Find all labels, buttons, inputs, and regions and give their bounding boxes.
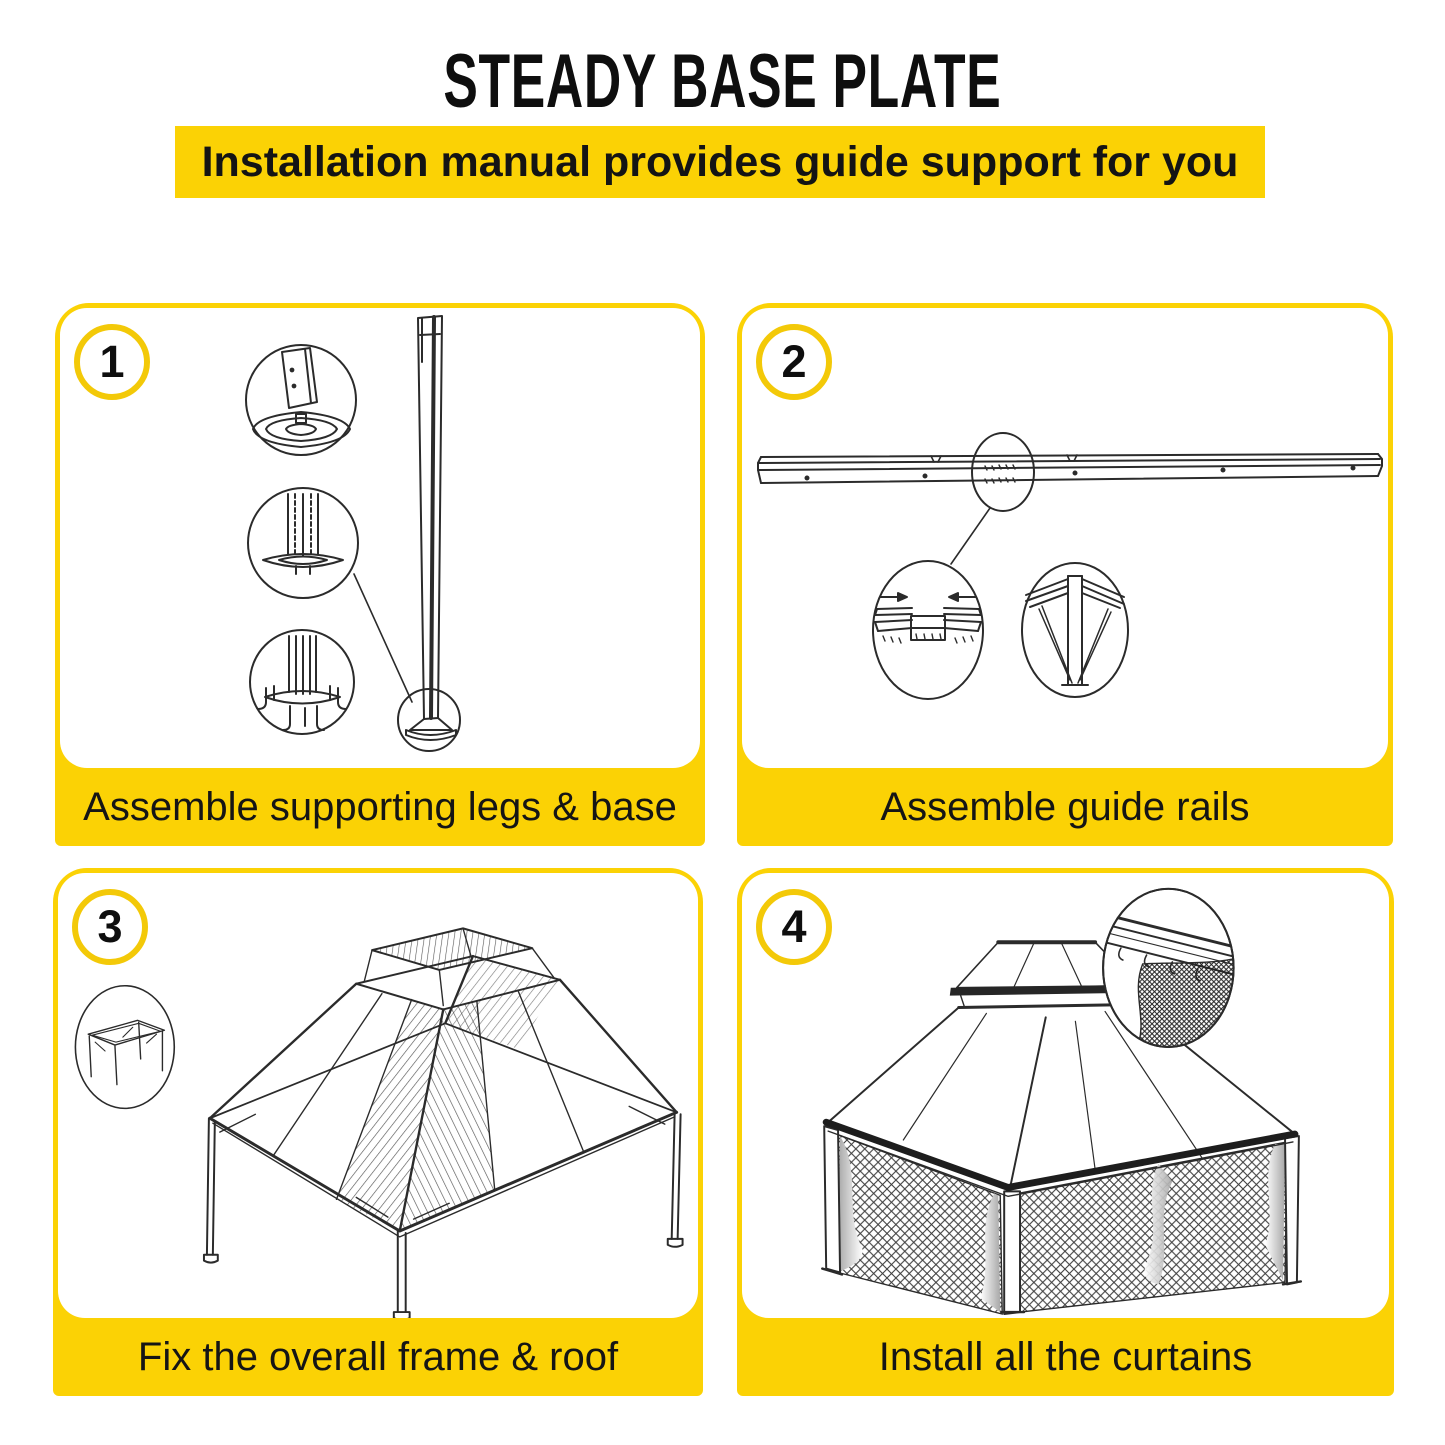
step-panel-1 — [55, 303, 705, 846]
step-1-caption: Assemble supporting legs & base — [83, 784, 677, 829]
subtitle-banner — [175, 126, 1265, 198]
step-1-drawing-area — [60, 308, 700, 768]
subtitle-text: Installation manual provides guide support for you — [201, 137, 1239, 186]
frame-and-roof-illustration — [58, 873, 698, 1318]
step-3-number-badge: 3 — [72, 889, 148, 965]
step-1-number-badge: 1 — [74, 324, 150, 400]
step-4-number-badge: 4 — [756, 889, 832, 965]
step-4-caption: Install all the curtains — [878, 1334, 1253, 1379]
page-title: STEADY BASE PLATE — [443, 39, 1002, 124]
step-2-caption: Assemble guide rails — [880, 784, 1250, 829]
step-panel-3 — [53, 868, 703, 1396]
step-panel-4 — [737, 868, 1394, 1396]
step-3-drawing-area — [58, 873, 698, 1318]
step-2-number-badge: 2 — [756, 324, 832, 400]
step-2-drawing-area — [742, 308, 1388, 768]
step-3-caption: Fix the overall frame & roof — [137, 1334, 619, 1379]
leg-and-base-plate-illustration — [60, 308, 700, 768]
step-panel-2 — [737, 303, 1393, 846]
guide-rail-illustration — [742, 308, 1388, 768]
curtain-installation-illustration — [742, 873, 1389, 1318]
step-4-drawing-area — [742, 873, 1389, 1318]
